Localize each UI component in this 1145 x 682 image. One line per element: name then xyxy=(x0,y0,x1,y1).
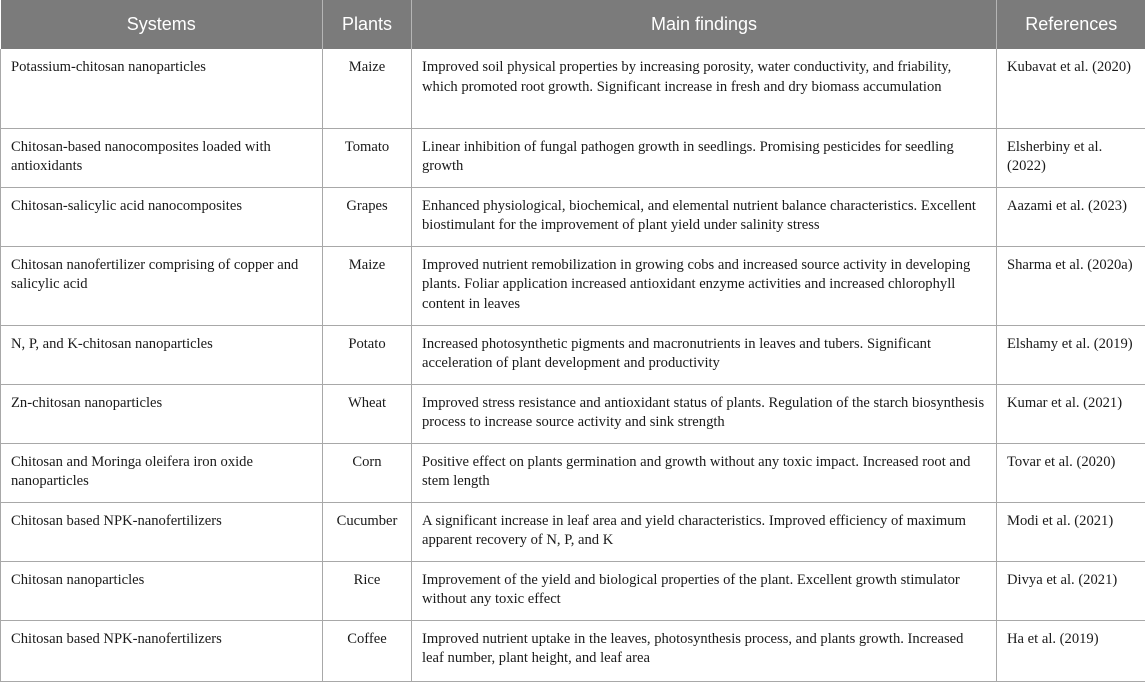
table-row xyxy=(1,49,1145,128)
table-row xyxy=(1,561,1145,620)
cell-reference: Modi et al. (2021) xyxy=(997,502,1145,561)
cell-system: N, P, and K-chitosan nanoparticles xyxy=(1,325,323,384)
cell-plant: Grapes xyxy=(323,187,412,246)
cell-system: Chitosan based NPK-nanofertilizers xyxy=(1,620,323,681)
cell-system: Chitosan-based nanocomposites loaded with antioxidants xyxy=(1,128,323,187)
cell-plant: Maize xyxy=(323,49,412,128)
cell-finding: Increased photosynthetic pigments and macronutrients in leaves and tubers. Significant acceleration of plant development and productivity xyxy=(412,325,997,384)
table-row xyxy=(1,246,1145,325)
cell-finding: Improved stress resistance and antioxidant status of plants. Regulation of the starch biosynthesis process to increase source activity and sink strength xyxy=(412,384,997,443)
cell-finding: A significant increase in leaf area and yield characteristics. Improved efficiency of maximum apparent recovery of N, P, and K xyxy=(412,502,997,561)
cell-plant: Cucumber xyxy=(323,502,412,561)
cell-reference: Divya et al. (2021) xyxy=(997,561,1145,620)
header-plants: Plants xyxy=(323,0,412,49)
cell-finding: Improved nutrient uptake in the leaves, photosynthesis process, and plants growth. Increased leaf number, plant height, and leaf area xyxy=(412,620,997,681)
cell-plant: Potato xyxy=(323,325,412,384)
header-row xyxy=(1,0,1145,49)
cell-reference: Elsherbiny et al. (2022) xyxy=(997,128,1145,187)
cell-plant: Coffee xyxy=(323,620,412,681)
cell-system: Chitosan nanoparticles xyxy=(1,561,323,620)
table-row xyxy=(1,128,1145,187)
cell-reference: Elshamy et al. (2019) xyxy=(997,325,1145,384)
cell-plant: Tomato xyxy=(323,128,412,187)
cell-reference: Aazami et al. (2023) xyxy=(997,187,1145,246)
cell-reference: Tovar et al. (2020) xyxy=(997,443,1145,502)
cell-finding: Linear inhibition of fungal pathogen growth in seedlings. Promising pesticides for seedling growth xyxy=(412,128,997,187)
table-row xyxy=(1,384,1145,443)
cell-reference: Kumar et al. (2021) xyxy=(997,384,1145,443)
cell-finding: Improved nutrient remobilization in growing cobs and increased source activity in developing plants. Foliar application increased antioxidant enzyme activities and increased chlorophyll content in leaves xyxy=(412,246,997,325)
cell-reference: Kubavat et al. (2020) xyxy=(997,49,1145,128)
cell-finding: Improved soil physical properties by increasing porosity, water conductivity, and friability, which promoted root growth. Significant increase in fresh and dry biomass accumulation xyxy=(412,49,997,128)
cell-system: Chitosan based NPK-nanofertilizers xyxy=(1,502,323,561)
cell-reference: Ha et al. (2019) xyxy=(997,620,1145,681)
cell-finding: Positive effect on plants germination and growth without any toxic impact. Increased root and stem length xyxy=(412,443,997,502)
header-systems: Systems xyxy=(1,0,323,49)
cell-system: Potassium-chitosan nanoparticles xyxy=(1,49,323,128)
table-row xyxy=(1,620,1145,681)
cell-plant: Corn xyxy=(323,443,412,502)
table-header xyxy=(1,0,1145,49)
cell-finding: Improvement of the yield and biological properties of the plant. Excellent growth stimulator without any toxic effect xyxy=(412,561,997,620)
cell-plant: Maize xyxy=(323,246,412,325)
cell-reference: Sharma et al. (2020a) xyxy=(997,246,1145,325)
table-row xyxy=(1,187,1145,246)
cell-system: Zn-chitosan nanoparticles xyxy=(1,384,323,443)
cell-system: Chitosan-salicylic acid nanocomposites xyxy=(1,187,323,246)
cell-plant: Wheat xyxy=(323,384,412,443)
table-row xyxy=(1,502,1145,561)
cell-system: Chitosan and Moringa oleifera iron oxide nanoparticles xyxy=(1,443,323,502)
table-row xyxy=(1,325,1145,384)
header-references: References xyxy=(997,0,1145,49)
table-body xyxy=(1,49,1145,681)
cell-system: Chitosan nanofertilizer comprising of copper and salicylic acid xyxy=(1,246,323,325)
table-row xyxy=(1,443,1145,502)
cell-finding: Enhanced physiological, biochemical, and elemental nutrient balance characteristics. Excellent biostimulant for the improvement of plant yield under salinity stress xyxy=(412,187,997,246)
header-main-findings: Main findings xyxy=(412,0,997,49)
cell-plant: Rice xyxy=(323,561,412,620)
